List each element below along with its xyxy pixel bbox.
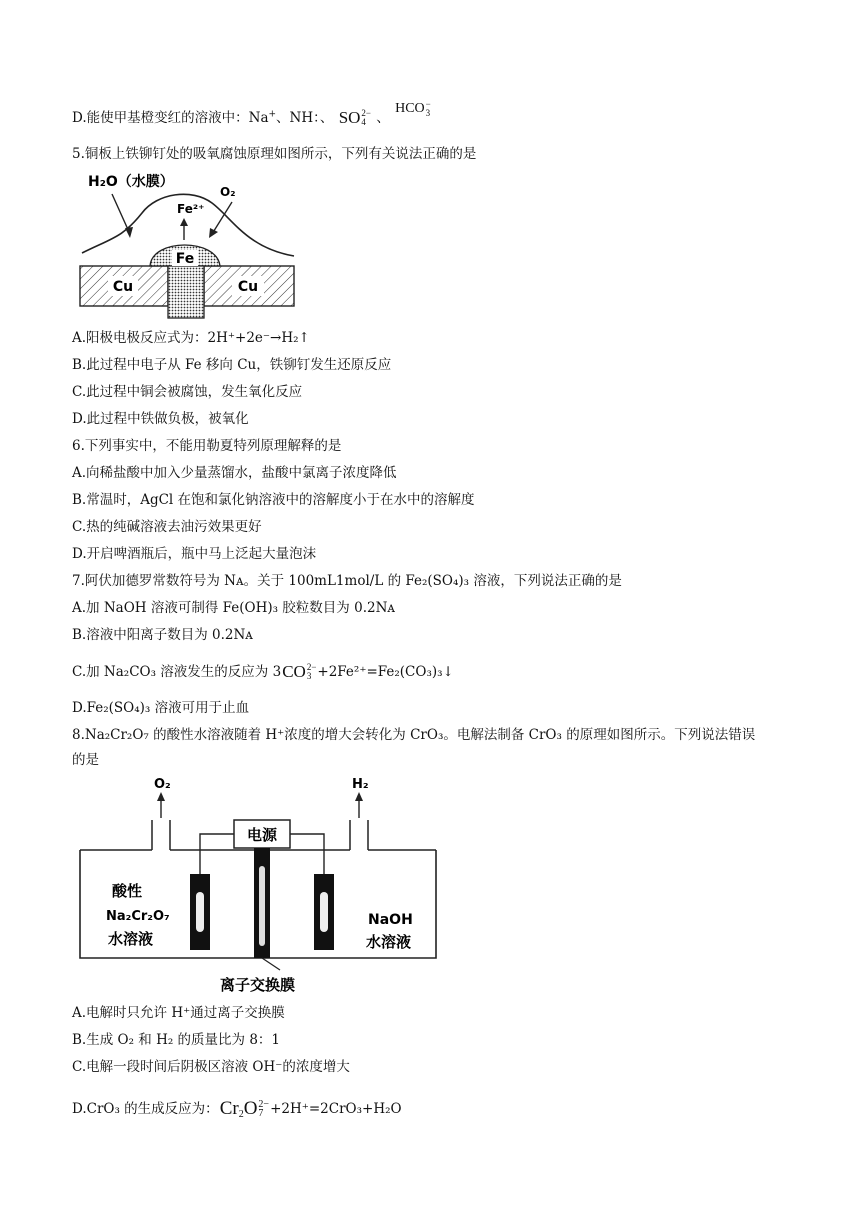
q6-stem: 6.下列事实中，不能用勒夏特列原理解释的是 <box>72 438 342 454</box>
q8-stem-line1: 8.Na₂Cr₂O₇ 的酸性水溶液随着 H⁺浓度的增大会转化为 CrO₃。电解法制备 CrO₃ 的原理如图所示。下列说法错误 <box>72 727 756 743</box>
left-solution-label-3: 水溶液 <box>108 930 154 948</box>
q7-option-b: B.溶液中阳离子数目为 0.2Nᴀ <box>72 627 253 643</box>
oxygen-outlet <box>152 820 170 850</box>
left-solution-label-2: Na₂Cr₂O₇ <box>106 909 170 924</box>
q8-stem-line2: 的是 <box>72 752 99 768</box>
bicarbonate-ion: HCO − 3 <box>395 99 431 119</box>
oxygen-label: O₂ <box>220 185 236 199</box>
q6-option-c: C.热的纯碱溶液去油污效果更好 <box>72 519 262 535</box>
water-film-label: H₂O（水膜） <box>88 174 174 190</box>
q7-stem: 7.阿伏加德罗常数符号为 Nᴀ。关于 100mL1mol/L 的 Fe₂(SO₄)₃ 溶液，下列说法正确的是 <box>72 573 622 589</box>
q8-option-d: D.CrO₃ 的生成反应为： Cr 2 O 2− 7 +2H⁺=2CrO₃+H₂O <box>72 1098 402 1120</box>
oxygen-gas-label: O₂ <box>154 777 171 792</box>
power-source-label: 电源 <box>246 826 278 844</box>
anode-wire <box>200 834 234 874</box>
right-solution-label-2: 水溶液 <box>366 933 412 951</box>
q5-option-d: D.此过程中铁做负极，被氧化 <box>72 411 249 427</box>
q7-option-d: D.Fe₂(SO₄)₃ 溶液可用于止血 <box>72 700 250 716</box>
q6-option-a: A.向稀盐酸中加入少量蒸馏水，盐酸中氯离子浓度降低 <box>72 465 397 481</box>
ferrous-ion-label: Fe²⁺ <box>177 202 205 216</box>
cathode-wire <box>290 834 324 874</box>
q7-option-a: A.加 NaOH 溶液可制得 Fe(OH)₃ 胶粒数目为 0.2Nᴀ <box>72 600 396 616</box>
q7-option-c: C.加 Na₂CO₃ 溶液发生的反应为 3 CO 2− 3 +2Fe²⁺=Fe₂(CO₃)₃↓ <box>72 662 454 682</box>
corrosion-diagram <box>72 168 304 320</box>
electrolysis-diagram <box>72 774 444 1000</box>
q6-option-b: B.常温时，AgCl 在饱和氯化钠溶液中的溶解度小于在水中的溶解度 <box>72 492 475 508</box>
q5-option-b: B.此过程中电子从 Fe 移向 Cu，铁铆钉发生还原反应 <box>72 357 392 373</box>
rivet-shank <box>168 266 204 318</box>
q8-option-c: C.电解一段时间后阴极区溶液 OH⁻的浓度增大 <box>72 1059 350 1075</box>
q4-option-d: D.能使甲基橙变红的溶液中：Na+、NH：、 SO 2− 4 、 HCO − 3 <box>72 99 431 128</box>
copper-label-left: Cu <box>112 279 134 295</box>
hydrogen-gas-label: H₂ <box>352 777 369 792</box>
copper-label-right: Cu <box>237 279 259 295</box>
q8-option-b: B.生成 O₂ 和 H₂ 的质量比为 8：1 <box>72 1032 281 1048</box>
q8-option-a: A.电解时只允许 H⁺通过离子交换膜 <box>72 1005 285 1021</box>
q6-option-d: D.开启啤酒瓶后，瓶中马上泛起大量泡沫 <box>72 546 317 562</box>
carbonate-ion: CO 2− 3 <box>282 662 317 682</box>
sulfate-ion: SO 2− 4 <box>338 108 371 128</box>
left-solution-label-1: 酸性 <box>112 882 143 900</box>
iron-label: Fe <box>175 251 195 267</box>
q5-stem: 5.铜板上铁铆钉处的吸氧腐蚀原理如图所示，下列有关说法正确的是 <box>72 146 477 162</box>
membrane-label: 离子交换膜 <box>220 976 296 994</box>
right-solution-label-1: NaOH <box>368 912 413 928</box>
hydrogen-outlet <box>350 820 368 850</box>
q5-option-a: A.阳极电极反应式为：2H⁺+2e⁻→H₂↑ <box>72 330 310 346</box>
dichromate-ion: Cr 2 O 2− 7 <box>219 1098 270 1120</box>
q5-option-c: C.此过程中铜会被腐蚀，发生氧化反应 <box>72 384 303 400</box>
